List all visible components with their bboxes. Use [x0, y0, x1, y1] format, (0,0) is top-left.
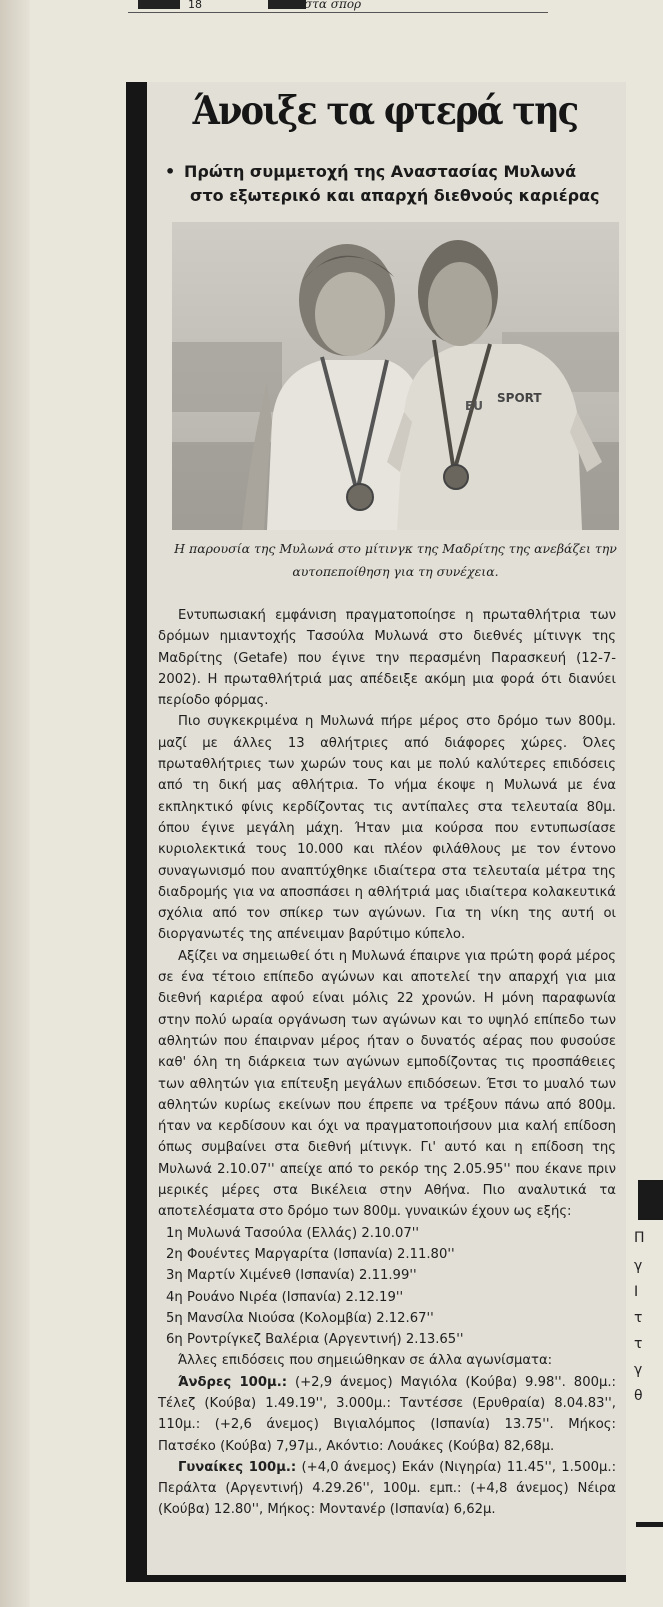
men-results-heading: Άνδρες 100μ.:	[178, 1374, 288, 1390]
paragraph-race: Πιο συγκεκριμένα η Μυλωνά πήρε μέρος στο δρόμο των 800μ. μαζί με άλλες 13 αθλήτριες από διάφορες χώρες. Όλες πρωταθλήτριες των χωρών τους και με πολύ καλύτερες επιδόσεις από τη δική μας αθλήτρια. Το νήμα έκοψε η Μυλωνά με ένα εκπληκτικό φίνις κερδίζοντας τις αντίπαλες στα τελευταία 80μ. όπου έγινε μεγάλη μάχη. Ήταν μια κούρσα που εντυπωσίασε κυριολεκτικά τους 10.000 και πλέον φιλάθλους με τον έντονο συναγωνισμό που αναπτύχθηκε ιδιαίτερα στα τελευταία μέτρα της διαδρομής για να αποσπάσει η αθλήτριά μας ιδιαίτερα κολακευτικά σχόλια από τον σπίκερ των αγώνων. Για τη νίκη της αυτή οι διοργανωτές της απένειμαν βαρύτιμο κύπελο.	[158, 714, 616, 943]
shirt-text-eu: EU	[465, 399, 483, 413]
caption-line-1: Η παρουσία της Μυλωνά στο μίτινγκ της Μαδρίτης της ανεβάζει την	[174, 541, 617, 556]
header-rule	[128, 12, 548, 13]
bleed-char: γ	[634, 1362, 643, 1378]
article-body	[158, 605, 616, 1521]
headline: Άνοιξε τα φτερά της	[192, 88, 578, 134]
shirt-text-sport: SPORT	[497, 391, 542, 405]
bullet-icon: •	[165, 162, 176, 181]
bleed-char: Π	[634, 1230, 645, 1246]
caption-line-2: αυτοπεποίθηση για τη συνέχεια.	[292, 564, 499, 579]
article-photo	[172, 222, 619, 530]
header-logo-block	[138, 0, 180, 9]
subheadline	[165, 160, 616, 208]
other-results-intro: Άλλες επιδόσεις που σημειώθηκαν σε άλλα αγωνίσματα:	[178, 1353, 553, 1369]
result-row: 1η Μυλωνά Τασούλα (Ελλάς) 2.10.07''	[166, 1225, 419, 1241]
bleed-char: τ	[634, 1336, 643, 1352]
bleed-char: Ι	[634, 1284, 639, 1300]
page-number: 18	[188, 0, 202, 11]
bleed-char: θ	[634, 1388, 643, 1404]
result-row: 6η Ροντρίγκεζ Βαλέρια (Αργεντινή) 2.13.65''	[166, 1332, 464, 1348]
paragraph-context: Αξίζει να σημειωθεί ότι η Μυλωνά έπαιρνε για πρώτη φορά μέρος σε ένα τέτοιο επίπεδο αγώνων και αποτελεί την απαρχή για μια διεθνή καριέρα αφού είναι μόλις 22 χρονών. Η μόνη παραφωνία στην πολύ ωραία οργάνωση των αγώνων και το υψηλό επίπεδο των αθλητών που έπαιρναν μέρος ήταν ο δυνατός αέρας που φυσούσε καθ' όλη τη διάρκεια των αγώνων εμποδίζοντας τις προσπάθειες των αθλητών για επίτευξη μεγάλων επιδόσεων. Έτσι το μυαλό των αθλητών κυρίως εκείνων που έπρεπε να τρέξουν πάνω από 800μ. ήταν να κερδίσουν και όχι να πραγματοποιήσουν μια καλή επίδοση όπως συμβαίνει στα διεθνή μίτινγκ. Γι' αυτό και η επίδοση της Μυλωνά 2.10.07'' απείχε από το ρεκόρ της 2.05.95'' που έκανε πριν μερικές μέρες στα Βικέλεια στην Αθήνα. Πιο αναλυτικά τα αποτελέσματα στο δρόμο των 800μ. γυναικών έχουν ως εξής:	[158, 948, 616, 1220]
adjacent-column-bar	[638, 1180, 663, 1220]
bleed-char: τ	[634, 1310, 643, 1326]
adjacent-column-rule	[636, 1522, 663, 1527]
header-section-logo	[268, 0, 306, 9]
men-results	[158, 1372, 616, 1457]
result-row: 2η Φουέντες Μαργαρίτα (Ισπανία) 2.11.80''	[166, 1246, 455, 1262]
bleed-char: γ	[634, 1258, 643, 1274]
women-results-text: (+4,0 άνεμος) Εκάν (Νιγηρία) 11.45'', 1.500μ.: Περάλτα (Αργεντινή) 4.29.26'', 100μ. εμπ.: (+4,8 άνεμος) Νέιρα (Κούβα) 12.80'', Μήκος: Μοντανέρ (Ισπανία) 6,62μ.	[158, 1459, 617, 1518]
scan-edge	[0, 0, 30, 1607]
athletes-photo-illustration	[172, 222, 619, 530]
article-left-border	[126, 82, 147, 1582]
results-list-800m	[158, 1223, 616, 1351]
result-row: 4η Ρουάνο Νιρέα (Ισπανία) 2.12.19''	[166, 1289, 404, 1305]
adjacent-column-bleed	[630, 1180, 663, 1600]
subheadline-line-1: Πρώτη συμμετοχή της Αναστασίας Μυλωνά	[184, 162, 577, 181]
men-results-text: (+2,9 άνεμος) Μαγιόλα (Κούβα) 9.98''. 800μ.: Τέλεζ (Κούβα) 1.49.19'', 3.000μ.: Ταντέσσε (Ερυθραία) 8.04.83'', 110μ.: (+2,6 άνεμος) Βιγιαλόμπος (Ισπανία) 13.75''. Μήκος: Πατσέκο (Κούβα) 7,97μ., Ακόντιο: Λουάκες (Κούβα) 82,68μ.	[158, 1374, 617, 1454]
result-row: 3η Μαρτίν Χιμένεθ (Ισπανία) 2.11.99''	[166, 1268, 417, 1284]
section-label: στα σπορ	[304, 0, 362, 11]
subheadline-line-2: στο εξωτερικό και απαρχή διεθνούς καριέρας	[190, 186, 600, 205]
photo-caption	[168, 537, 623, 583]
page-header	[128, 0, 548, 20]
paragraph-intro: Εντυπωσιακή εμφάνιση πραγματοποίησε η πρωταθλήτρια των δρόμων ημιαντοχής Τασούλα Μυλωνά στο διεθνές μίτινγκ της Μαδρίτης (Getafe) που έγινε την περασμένη Παρασκευή (12-7-2002). Η πρωταθλήτριά μας απέδειξε ακόμη μια φορά ότι διανύει περίοδο φόρμας.	[158, 608, 616, 709]
result-row: 5η Μανσίλα Νιούσα (Κολομβία) 2.12.67''	[166, 1310, 434, 1326]
women-results-heading: Γυναίκες 100μ.:	[178, 1459, 297, 1475]
article-bottom-border	[126, 1575, 626, 1582]
women-results	[158, 1457, 616, 1521]
